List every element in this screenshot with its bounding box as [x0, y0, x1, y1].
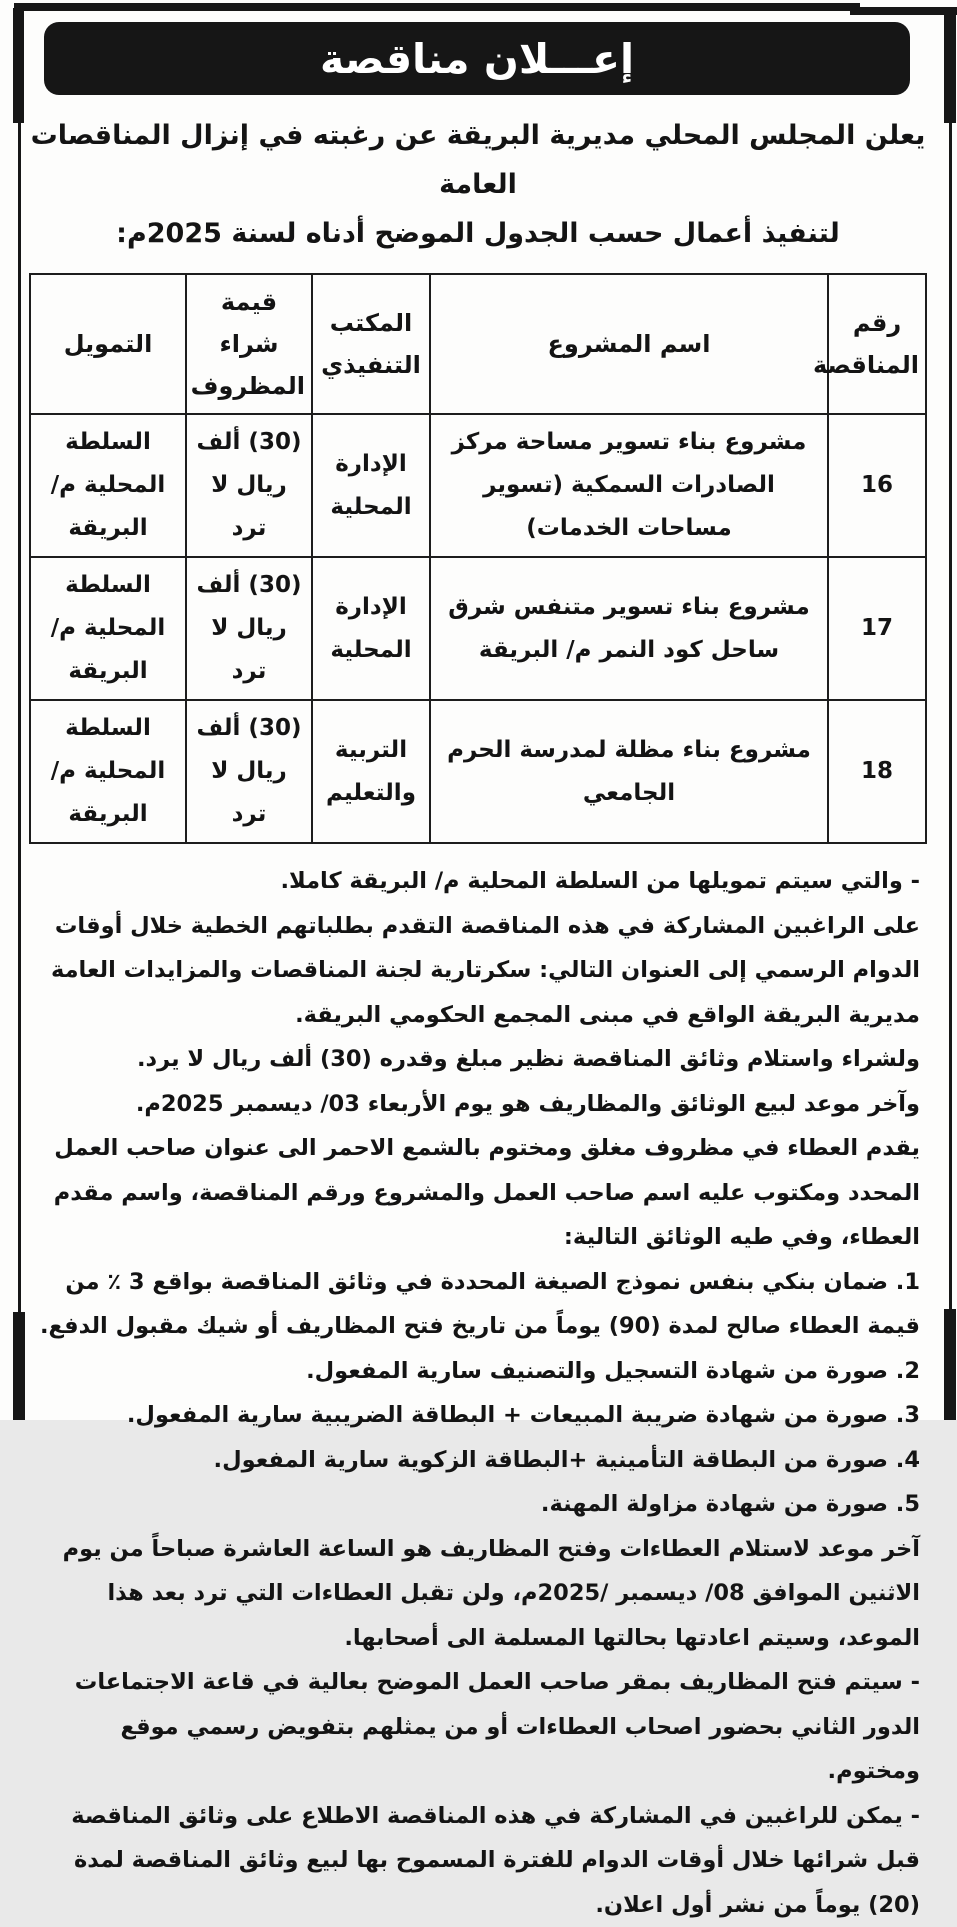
header-project-name: اسم المشروع [430, 274, 828, 414]
paragraph-document-price: ولشراء واستلام وثائق المناقصة نظير مبلغ وقدره (30) ألف ريال لا يرد. [34, 1037, 920, 1082]
announcement-title: إعـــلان مناقصة [320, 35, 634, 83]
frame-left-cap-bottom [13, 1312, 25, 1420]
table-header-row [30, 274, 926, 414]
table-row [30, 557, 926, 700]
tenders-table [29, 273, 927, 844]
tender-number: 16 [828, 414, 926, 557]
intro-text [28, 111, 928, 258]
table-row [30, 414, 926, 557]
paragraph-submission-deadline: آخر موعد لاستلام العطاءات وفتح المظاريف هو الساعة العاشرة صباحاً من يوم الاثنين الموافق 08/ ديسمبر /2025م، ولن تقبل العطاءات التي ترد بعد هذا الموعد، وسيتم اعادتها بحالتها المسلمة الى أصحابها. [34, 1527, 920, 1661]
requirement-2-registration: 2. صورة من شهادة التسجيل والتصنيف سارية المفعول. [34, 1349, 920, 1394]
funding: السلطة المحلية م/ البريقة [30, 557, 186, 700]
conditions-text [28, 859, 928, 1927]
frame-left-line [18, 120, 21, 1315]
tender-number: 17 [828, 557, 926, 700]
project-name: مشروع بناء مظلة لمدرسة الحرم الجامعي [430, 700, 828, 843]
executive-office: الإدارة المحلية [312, 557, 430, 700]
frame-right-line [949, 120, 952, 1312]
header-tender-number: رقم المناقصة [828, 274, 926, 414]
executive-office: الإدارة المحلية [312, 414, 430, 557]
header-executive-office: المكتب التنفيذي [312, 274, 430, 414]
frame-right-cap-top [944, 10, 956, 123]
paragraph-envelope-instructions: يقدم العطاء في مظروف مغلق ومختوم بالشمع الاحمر الى عنوان صاحب العمل المحدد ومكتوب عليه اسم صاحب العمل والمشروع ورقم المناقصة، واسم مقدم العطاء، وفي طيه الوثائق التالية: [34, 1126, 920, 1260]
requirement-5-license: 5. صورة من شهادة مزاولة المهنة. [34, 1482, 920, 1527]
paragraph-funding-note: - والتي سيتم تمويلها من السلطة المحلية م/ البريقة كاملا. [34, 859, 920, 904]
intro-line-2: لتنفيذ أعمال حسب الجدول الموضح أدناه لسنة 2025م: [28, 209, 928, 258]
paragraph-review-period: - يمكن للراغبين في المشاركة في هذه المناقصة الاطلاع على وثائق المناقصة قبل شرائها خلال أوقات الدوام للفترة المسموح بها لبيع وثائق المناقصة لمدة (20) يوماً من نشر أول اعلان. [34, 1794, 920, 1927]
announcement-title-banner [44, 22, 910, 95]
envelope-price: (30) ألف ريال لا ترد [186, 557, 312, 700]
funding: السلطة المحلية م/ البريقة [30, 414, 186, 557]
envelope-price: (30) ألف ريال لا ترد [186, 414, 312, 557]
intro-line-1: يعلن المجلس المحلي مديرية البريقة عن رغبته في إنزال المناقصات العامة [28, 111, 928, 209]
header-funding: التمويل [30, 274, 186, 414]
announcement-page [28, 0, 928, 1927]
paragraph-application-address: على الراغبين المشاركة في هذه المناقصة التقدم بطلباتهم الخطية خلال أوقات الدوام الرسمي إلى العنوان التالي: سكرتارية لجنة المناقصات والمزايدات العامة مديرية البريقة الواقع في مبنى المجمع الحكومي البريقة. [34, 904, 920, 1038]
executive-office: التربية والتعليم [312, 700, 430, 843]
envelope-price: (30) ألف ريال لا ترد [186, 700, 312, 843]
paragraph-opening-location: - سيتم فتح المظاريف بمقر صاحب العمل الموضح بعالية في قاعة الاجتماعات الدور الثاني بحضور اصحاب العطاءات أو من يمثلهم بتفويض رسمي موقع ومختوم. [34, 1660, 920, 1794]
requirement-4-insurance-zakat: 4. صورة من البطاقة التأمينية +البطاقة الزكوية سارية المفعول. [34, 1438, 920, 1483]
frame-left-cap-top [13, 8, 24, 123]
project-name: مشروع بناء تسوير مساحة مركز الصادرات السمكية (تسوير مساحات الخدمات) [430, 414, 828, 557]
tender-number: 18 [828, 700, 926, 843]
table-row [30, 700, 926, 843]
project-name: مشروع بناء تسوير متنفس شرق ساحل كود النمر م/ البريقة [430, 557, 828, 700]
funding: السلطة المحلية م/ البريقة [30, 700, 186, 843]
requirement-1-bank-guarantee: 1. ضمان بنكي بنفس نموذج الصيغة المحددة في وثائق المناقصة بواقع 3 ٪ من قيمة العطاء صالح لمدة (90) يوماً من تاريخ فتح المظاريف أو شيك مقبول الدفع. [34, 1260, 920, 1349]
requirement-3-sales-tax: 3. صورة من شهادة ضريبة المبيعات + البطاقة الضريبية سارية المفعول. [34, 1393, 920, 1438]
paragraph-sale-deadline: وآخر موعد لبيع الوثائق والمظاريف هو يوم الأربعاء 03/ ديسمبر 2025م. [34, 1082, 920, 1127]
header-envelope-price: قيمة شراء المظروف [186, 274, 312, 414]
frame-right-cap-bottom [944, 1309, 956, 1420]
